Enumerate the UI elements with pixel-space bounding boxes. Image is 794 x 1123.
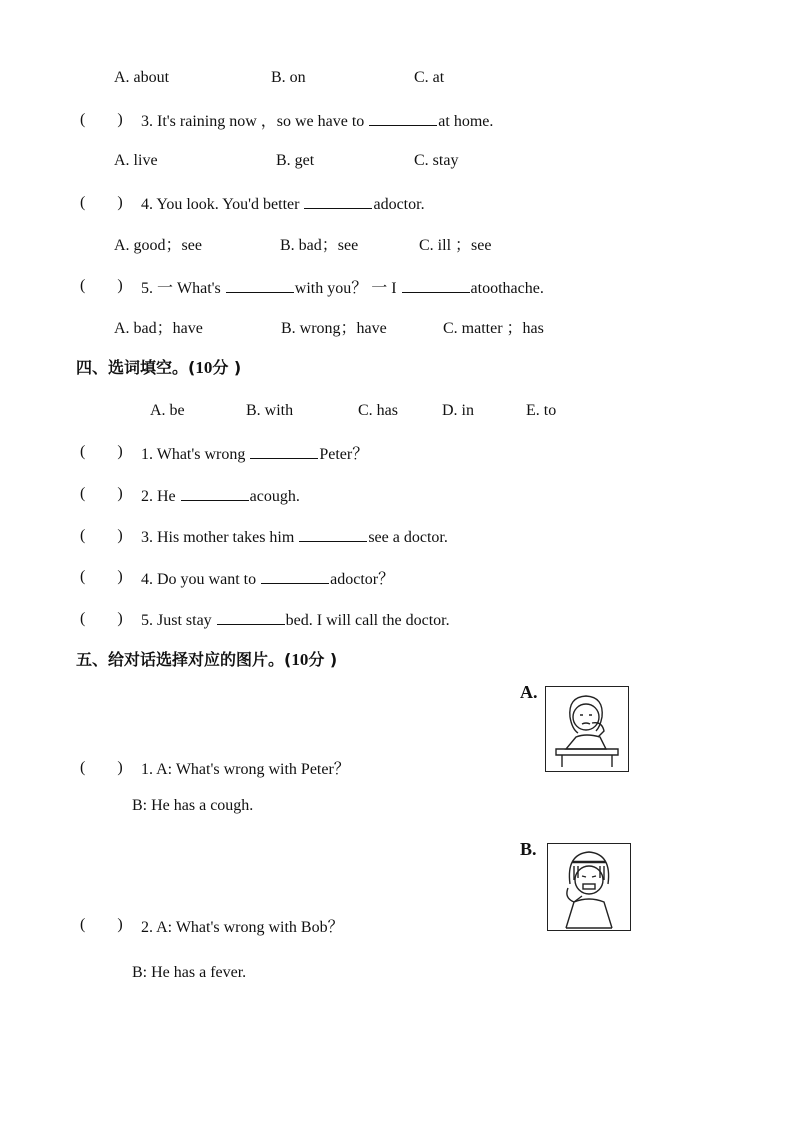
s5-d1-question: 1. A: What's wrong with Peter？ <box>141 761 350 778</box>
s4-item5-paren[interactable]: ( ) <box>80 610 123 627</box>
s4-item2-paren[interactable]: ( ) <box>80 485 123 502</box>
s4-item4-paren[interactable]: ( ) <box>80 568 123 585</box>
s4-item1-blank[interactable] <box>250 444 318 459</box>
q5-answer-paren[interactable]: ( ) <box>80 277 123 294</box>
q5-option-b: B. wrong；have <box>281 320 387 337</box>
picture-a-girl-at-desk[interactable] <box>545 686 629 772</box>
q3-option-b: B. get <box>276 152 315 169</box>
word-choice-c: C. has <box>358 402 398 419</box>
s4-item1: 1. What's wrong Peter？ <box>141 446 369 463</box>
girl-toothache-icon <box>548 844 630 930</box>
picture-a-label: A. <box>520 682 538 702</box>
s4-item4-blank[interactable] <box>261 569 329 584</box>
word-choice-b: B. with <box>246 402 294 419</box>
q3-option-a: A. live <box>114 152 158 169</box>
s5-d1-answer: B: He has a cough. <box>132 797 254 814</box>
q4-question: 4. You look. You'd better adoctor. <box>141 196 425 213</box>
q4-option-c: C. ill ；see <box>419 237 492 254</box>
q4-option-b: B. bad；see <box>280 237 359 254</box>
section5-heading: 五、给对话选择对应的图片。(10分 ) <box>76 650 338 669</box>
q3-option-c: C. stay <box>414 152 459 169</box>
s4-item4: 4. Do you want to adoctor？ <box>141 571 395 588</box>
s4-item5-blank[interactable] <box>217 610 285 625</box>
s5-d2-answer: B: He has a fever. <box>132 964 247 981</box>
q2-option-c: C. at <box>414 69 445 86</box>
word-choice-d: D. in <box>442 402 474 419</box>
q5-option-a: A. bad；have <box>114 320 203 337</box>
s4-item2: 2. He acough. <box>141 488 300 505</box>
s5-d1-paren[interactable]: ( ) <box>80 759 123 776</box>
word-choice-a: A. be <box>150 402 185 419</box>
picture-b-label: B. <box>520 839 537 859</box>
s4-item3-paren[interactable]: ( ) <box>80 527 123 544</box>
girl-sick-icon <box>546 687 628 771</box>
s4-item2-blank[interactable] <box>181 486 249 501</box>
q4-blank[interactable] <box>304 194 372 209</box>
word-choice-e: E. to <box>526 402 557 419</box>
q3-blank[interactable] <box>369 111 437 126</box>
q4-option-a: A. good；see <box>114 237 202 254</box>
s5-d2-paren[interactable]: ( ) <box>80 916 123 933</box>
section4-heading: 四、选词填空。(10分 ) <box>76 358 242 377</box>
s4-item1-paren[interactable]: ( ) <box>80 443 123 460</box>
q3-answer-paren[interactable]: ( ) <box>80 111 123 128</box>
q2-option-a: A. about <box>114 69 170 86</box>
q5-question: 5. 一 What's with you？ 一 I atoothache. <box>141 280 544 297</box>
s4-item3-blank[interactable] <box>299 527 367 542</box>
q5-blank-1[interactable] <box>226 278 294 293</box>
picture-b-girl-toothache[interactable] <box>547 843 631 931</box>
s4-item3: 3. His mother takes him see a doctor. <box>141 529 448 546</box>
s4-item5: 5. Just stay bed. I will call the doctor. <box>141 612 450 629</box>
q2-option-b: B. on <box>271 69 306 86</box>
q4-answer-paren[interactable]: ( ) <box>80 194 123 211</box>
q5-option-c: C. matter ；has <box>443 320 544 337</box>
q3-question: 3. It's raining now ，so we have to at home. <box>141 113 494 130</box>
s5-d2-question: 2. A: What's wrong with Bob？ <box>141 919 344 936</box>
q5-blank-2[interactable] <box>402 278 470 293</box>
